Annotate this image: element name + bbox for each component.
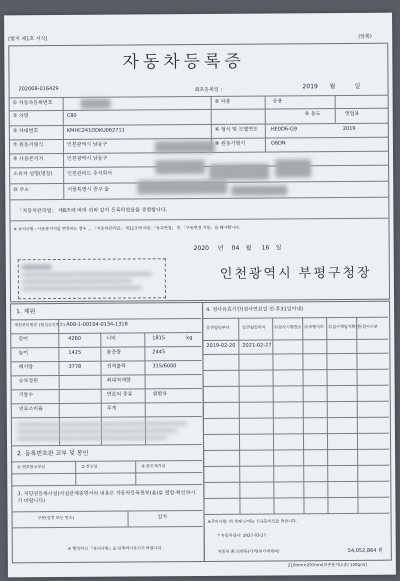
width-value: 1815 [152, 335, 166, 342]
seal-removal-label: ③ 봉인제거일 [141, 463, 166, 469]
issue-year-mark: 년 [217, 244, 224, 252]
registration-statement: 「자동차관리법」 제8조에 따라 위와 같이 등록하였음을 증명합니다. [17, 207, 168, 215]
fuel-type-value: 휘발유 [152, 391, 168, 398]
row-address-value: 서울특별시 중구 을 [67, 186, 110, 193]
model-year-value: 2019 [342, 125, 356, 132]
inspection-to-header: ⑫연월일까지 [242, 324, 266, 330]
max-load-label: 최대적재량 [106, 377, 131, 384]
type-value: HE0D6-G9 [270, 126, 298, 133]
first-registration-day-mark: 일 [354, 82, 361, 90]
row-owner-label: 소유자 성명(명칭) [13, 171, 53, 178]
registration-certificate-paper [4, 13, 396, 578]
lien-type-label: 구분(설정 또는 말소) [37, 514, 75, 521]
fuel-efficiency-label: 연료소비율 [18, 406, 43, 413]
form-number: [별지 제1호 서식] [8, 36, 48, 43]
row-vin-value: KMHC241DDKU062711 [66, 127, 125, 134]
issuing-authority: 인천광역시 부평구청장 [219, 265, 372, 282]
redacted-plate [81, 99, 111, 109]
capacity-label: 승차정원 [18, 378, 38, 385]
gross-weight-label: 총중량 [106, 349, 121, 356]
plate-issue-date-label: ① 번호판교부일 [17, 464, 46, 470]
redacted-address-3 [231, 185, 287, 195]
inspection-type-header: ⑯검사구분 [358, 323, 378, 329]
redacted-address-1 [155, 141, 215, 153]
displacement-label: 배기량 [18, 364, 34, 371]
issue-day-mark: 일 [275, 244, 282, 252]
front-mark: (앞쪽) [358, 33, 372, 40]
redacted-address-2 [137, 180, 227, 195]
seal-date-label: ② 봉인일 [81, 463, 98, 469]
width-label: 너비 [106, 335, 116, 342]
cylinders-label: 기통수 [18, 392, 34, 399]
lien-date-label: 일자 [157, 514, 168, 521]
row-model-label: ③ 차명 [12, 113, 29, 120]
issue-month-mark: 월 [245, 244, 252, 252]
row-engine-label: ⑦ 원동기형식 [12, 142, 44, 149]
engine-type-label: ⑧ 원동기형식 [214, 140, 246, 147]
cert-number: 202008-016429 [18, 85, 59, 93]
row-engine-value: 인천광역시 남동구 [66, 141, 108, 148]
type-year-label: ⑥ 형식 및 모델연도 [214, 126, 258, 133]
document-title: 자동차등록증 [122, 51, 245, 73]
redacted-owner-3 [275, 159, 311, 177]
row-vin-label: ⑤ 차대번호 [12, 128, 39, 135]
section1-title: 1. 제원 [16, 308, 36, 316]
redacted-owner-2 [209, 164, 269, 180]
inspection-row1-to: 2021-02-27 [242, 342, 272, 349]
row-base-label: ⑨ 사용본거지 [13, 156, 44, 163]
vehicle-type-value: 승용 [272, 98, 283, 105]
inspector-header: ⑮검사책임자확인 [328, 323, 360, 330]
mileage-header: ⑭주행거리 [304, 324, 324, 330]
first-registration-year: 2019 [302, 83, 318, 91]
height-value: 1425 [68, 349, 82, 356]
length-label: 길이 [18, 336, 28, 343]
issue-day: 16 [261, 244, 270, 252]
displacement-value: 3778 [68, 363, 82, 370]
inspection-row1-from: 2019-02-20 [206, 342, 236, 349]
row-registration-number-label: ① 자동차등록번호 [12, 100, 53, 107]
inspection-cert-date: * 자동차검사: 2027-03-27 [217, 532, 267, 538]
section4-title: 4. 검사유효기간(검사연료일 전·후31일이내) [206, 306, 304, 313]
gross-weight-value: 2445 [152, 349, 166, 356]
row-model-value: C80 [66, 112, 77, 119]
power-label: 정격출력 [106, 363, 126, 370]
factory-price-value: 54,052,864 원 [347, 547, 383, 554]
row-address-label: ⑩ 주소 [13, 187, 30, 194]
use-label: ④ 용도 [304, 111, 321, 118]
row-base-value: 인천광역시 남동구 [67, 155, 108, 162]
section3-title: 3. 저당권등록사실(사실관계증명서의 내용은 자동차등록원부(을)를 열람·확인하시기 바랍니다) [17, 490, 196, 504]
height-label: 높이 [18, 350, 29, 357]
use-value: 영업용 [344, 110, 360, 117]
spec-mgmt-label: 제원관리번호 (형식승인번호) [14, 321, 65, 328]
weight-label: 무게 [106, 405, 117, 412]
vehicle-type-label: ② 차종 [214, 98, 231, 105]
row-owner-value: 인천관리드 주식회사 [67, 170, 113, 177]
inspection-footnote: ※주의사항: 위 첫째 난에는 신규등록일을 적습니다. [207, 518, 298, 524]
issue-month: 04 [231, 244, 240, 252]
section2-title: 2. 등록번호판 교부 및 봉인 [17, 449, 89, 458]
footer-note: ※ 행정처의 『유의사항』을 뒤쪽에서보시기 바랍니다. [67, 545, 163, 551]
power-value: 315/6000 [152, 363, 177, 370]
first-registration-label: 최초등록일 : [194, 86, 223, 94]
factory-price-label: 자동차 출고(취득)가격(부가세제외) [217, 548, 280, 554]
notice-text: ※ 유의사항 : 사용본거지를 변경하는 경우 ... 「자동차관리법」 제11조에 따른 「등록변경」 및 「구동변경 가동」을 해야합니다. [13, 224, 241, 232]
inspection-place-header: ⑬검사시행장소 [274, 324, 302, 330]
length-value: 4260 [68, 335, 82, 342]
weight-unit: kg [186, 335, 193, 342]
engine-type-value: G6DN [270, 140, 286, 147]
first-registration-month-mark: 월 [329, 83, 336, 91]
spec-mgmt-value: A08-1-00104-0134-1318 [66, 321, 128, 328]
paper-spec: 210mm×297mm[보존용지(1종) 120g/㎡] [287, 561, 368, 568]
fuel-type-label: 연료의 종류 [106, 391, 133, 398]
inspection-from-header: ⑪연월일부터 [206, 324, 230, 330]
issue-year: 2020 [193, 244, 209, 253]
redacted-owner-1 [155, 160, 205, 174]
